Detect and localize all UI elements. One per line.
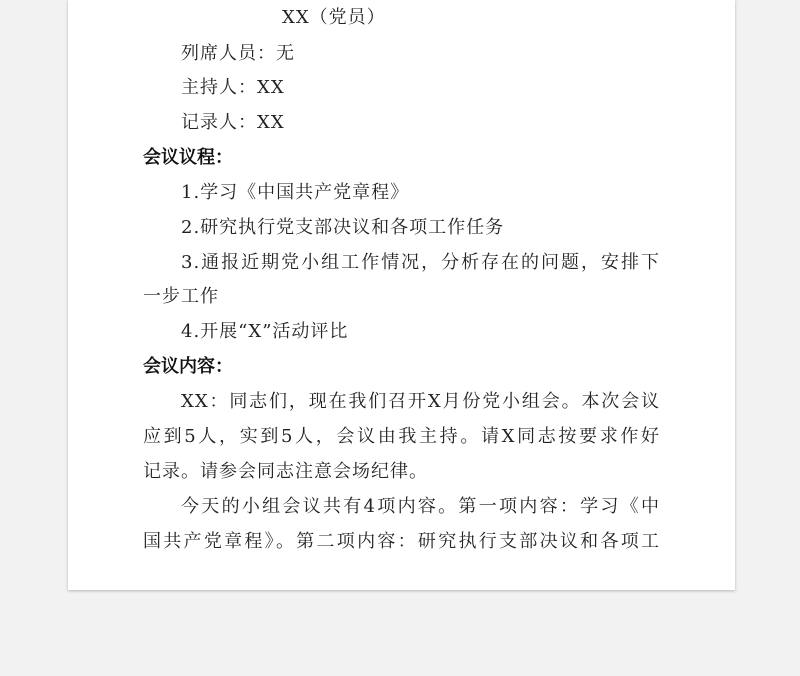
content-line: 今天的小组会议共有4项内容。第一项内容：学习《中 bbox=[181, 496, 660, 517]
host-line: 主持人：XX bbox=[181, 77, 285, 98]
recorder-line: 记录人：XX bbox=[181, 112, 285, 133]
content-line: 记录。请参会同志注意会场纪律。 bbox=[143, 461, 428, 482]
agenda-item: 2.研究执行党支部决议和各项工作任务 bbox=[181, 217, 505, 238]
agenda-heading: 会议议程： bbox=[143, 147, 233, 168]
content-line: 应到5人，实到5人，会议由我主持。请X同志按要求作好 bbox=[143, 426, 660, 447]
content-heading: 会议内容： bbox=[143, 356, 233, 377]
content-line: 国共产党章程》。第二项内容：研究执行支部决议和各项工 bbox=[143, 531, 660, 552]
agenda-item-continued: 一步工作 bbox=[143, 286, 219, 307]
content-line: XX：同志们，现在我们召开X月份党小组会。本次会议 bbox=[181, 391, 660, 412]
agenda-item: 1.学习《中国共产党章程》 bbox=[181, 182, 410, 203]
attendee-line: XX（党员） bbox=[282, 7, 386, 28]
agenda-item: 4.开展“X”活动评比 bbox=[181, 321, 349, 342]
agenda-item: 3.通报近期党小组工作情况，分析存在的问题，安排下 bbox=[181, 252, 660, 273]
nonvoting-attendees: 列席人员：无 bbox=[181, 43, 295, 64]
